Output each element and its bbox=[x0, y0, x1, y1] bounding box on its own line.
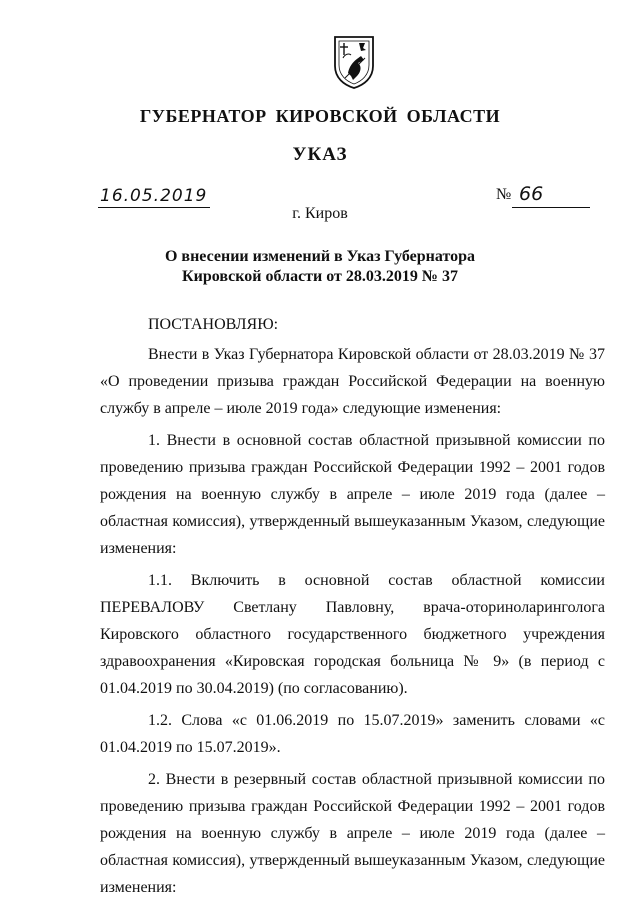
paragraph-item-1-1: 1.1. Включить в основной состав областной комиссии ПЕРЕВАЛОВУ Светлану Павловну, врача-оториноларинголога Кировского областного государственного бюджетного учреждения здравоохранения «Кировская городская больница № 9» (в период с 01.04.2019 по 30.04.2019) (по согласованию). bbox=[100, 572, 605, 697]
paragraph-item-1-2: 1.2. Слова «с 01.06.2019 по 15.07.2019» заменить словами «с 01.04.2019 по 15.07.2019». bbox=[100, 712, 605, 756]
paragraph-item-1: 1. Внести в основной состав областной призывной комиссии по проведению призыва граждан Российской Федерации 1992 – 2001 годов рождения на военную службу в апреле – июле 2019 года (далее – областная комиссия), утвержденный вышеуказанным Указом, следующие изменения: bbox=[100, 432, 605, 557]
document-body bbox=[100, 311, 605, 901]
heading-line-1: О внесении изменений в Указ Губернатора bbox=[164, 248, 476, 265]
paragraph-item-2: 2. Внести в резервный состав областной призывной комиссии по проведению призыва граждан Российской Федерации 1992 – 2001 годов рождения на военную службу в апреле – июле 2019 года (далее – областная комиссия), утвержденный вышеуказанным Указом, следующие изменения: bbox=[100, 771, 605, 896]
document-type: УКАЗ bbox=[292, 144, 348, 165]
number-label: № bbox=[496, 186, 512, 203]
document-number: 66 bbox=[519, 183, 544, 205]
coat-of-arms-icon bbox=[331, 34, 377, 90]
issuer-title: ГУБЕРНАТОР КИРОВСКОЙ ОБЛАСТИ bbox=[139, 106, 501, 126]
paragraph-intro: Внести в Указ Губернатора Кировской области от 28.03.2019 № 37 «О проведении призыва граждан Российской Федерации на военную службу в апреле – июле 2019 года» следующие изменения: bbox=[100, 346, 605, 417]
heading-line-2: Кировской области от 28.03.2019 № 37 bbox=[182, 268, 458, 285]
document-date: 16.05.2019 bbox=[100, 186, 208, 206]
city-line: г. Киров bbox=[292, 205, 348, 222]
document-heading bbox=[150, 247, 490, 287]
decree-word: ПОСТАНОВЛЯЮ: bbox=[148, 316, 279, 333]
